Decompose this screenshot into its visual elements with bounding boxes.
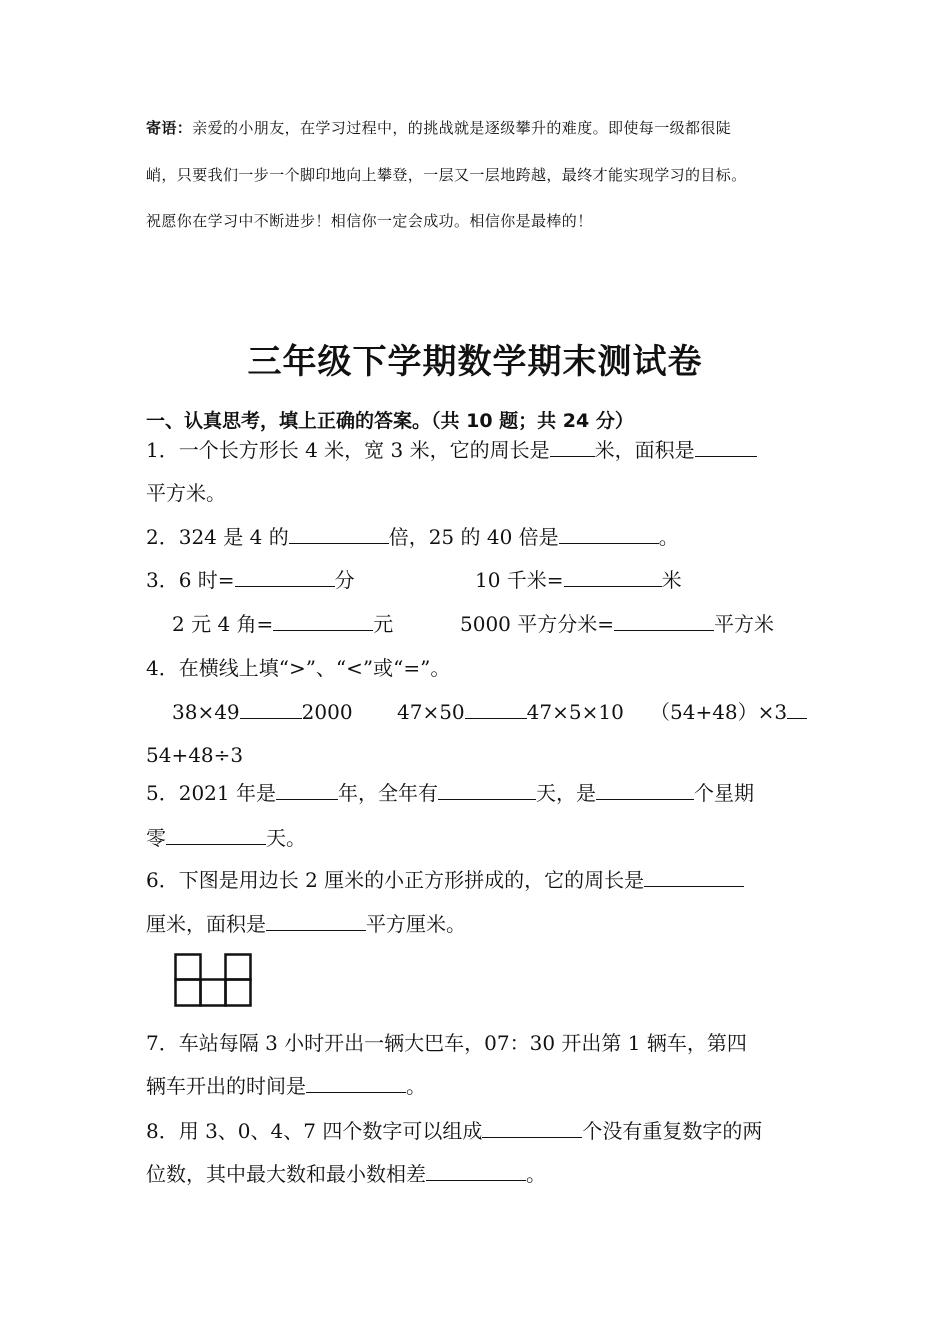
answer-blank[interactable] — [426, 1160, 526, 1181]
question-4-compare-2: 47×50 47×5×10 — [397, 700, 624, 724]
answer-blank[interactable] — [276, 779, 338, 800]
question-8-line-1: 8．用 3、0、4、7 四个数字可以组成 个没有重复数字的两 — [146, 1119, 763, 1143]
answer-blank[interactable] — [235, 566, 335, 587]
bottom-left-square — [176, 980, 201, 1006]
section-heading: 一、认真思考，填上正确的答案。（共 10 题；共 24 分） — [146, 410, 634, 432]
question-5-line-1: 5．2021 年是 年，全年有 天，是 个星期 — [146, 781, 754, 805]
squares-figure — [174, 953, 252, 1007]
answer-blank[interactable] — [482, 1117, 582, 1138]
answer-blank[interactable] — [787, 698, 807, 719]
question-3-item-1: 3．6 时= 分 — [146, 568, 355, 592]
question-3-item-3: 2 元 4 角= 元 — [172, 612, 394, 636]
question-6-line-1: 6．下图是用边长 2 厘米的小正方形拼成的，它的周长是 — [146, 866, 744, 894]
bottom-right-square — [226, 980, 251, 1006]
answer-blank[interactable] — [550, 436, 595, 457]
page-title: 三年级下学期数学期末测试卷 — [247, 342, 703, 382]
answer-blank[interactable] — [289, 523, 389, 544]
question-3-item-4: 5000 平方分米= 平方米 — [460, 612, 775, 636]
question-4: 4．在横线上填“>”、“<”或“=”。 — [146, 656, 451, 680]
question-6-line-2: 厘米，面积是 平方厘米。 — [146, 912, 466, 936]
question-1-line-1: 1．一个长方形长 4 米，宽 3 米，它的周长是 米，面积是 — [146, 436, 757, 464]
question-4-compare-1: 38×49 2000 — [172, 700, 353, 724]
answer-blank[interactable] — [166, 824, 266, 845]
answer-blank[interactable] — [266, 910, 366, 931]
answer-blank[interactable] — [614, 610, 714, 631]
answer-blank[interactable] — [273, 610, 373, 631]
answer-blank[interactable] — [564, 566, 662, 587]
answer-blank[interactable] — [465, 698, 527, 719]
answer-blank[interactable] — [240, 698, 302, 719]
note-label: 寄语： — [146, 119, 193, 137]
top-right-square — [226, 955, 251, 980]
question-5-line-2: 零 天。 — [146, 826, 306, 850]
question-7-line-1: 7．车站每隔 3 小时开出一辆大巴车，07：30 开出第 1 辆车，第四 — [146, 1031, 747, 1055]
top-left-square — [176, 955, 201, 980]
note-line-3: 祝愿你在学习中不断进步！相信你一定会成功。相信你是最棒的！ — [146, 212, 593, 230]
question-4-compare-3: （54+48）×3 — [650, 698, 807, 726]
question-3-item-2: 10 千米= 米 — [475, 568, 682, 592]
question-7-line-2: 辆车开出的时间是 。 — [146, 1074, 426, 1098]
note-line-2: 峭，只要我们一步一个脚印地向上攀登，一层又一层地跨越，最终才能实现学习的目标。 — [146, 166, 747, 184]
answer-blank[interactable] — [644, 866, 744, 887]
question-1-line-2: 平方米。 — [146, 481, 226, 505]
note-text-1: 亲爱的小朋友，在学习过程中，的挑战就是逐级攀升的难度。即使每一级都很陡 — [192, 119, 732, 137]
note-line-1 — [146, 117, 731, 138]
answer-blank[interactable] — [306, 1072, 406, 1093]
answer-blank[interactable] — [438, 779, 536, 800]
question-2: 2．324 是 4 的 倍，25 的 40 倍是 。 — [146, 525, 679, 549]
question-4-compare-3-cont: 54+48÷3 — [146, 743, 244, 767]
question-8-line-2: 位数，其中最大数和最小数相差 。 — [146, 1162, 546, 1186]
bottom-middle-square — [201, 980, 226, 1006]
answer-blank[interactable] — [695, 436, 757, 457]
answer-blank[interactable] — [559, 523, 659, 544]
answer-blank[interactable] — [596, 779, 694, 800]
